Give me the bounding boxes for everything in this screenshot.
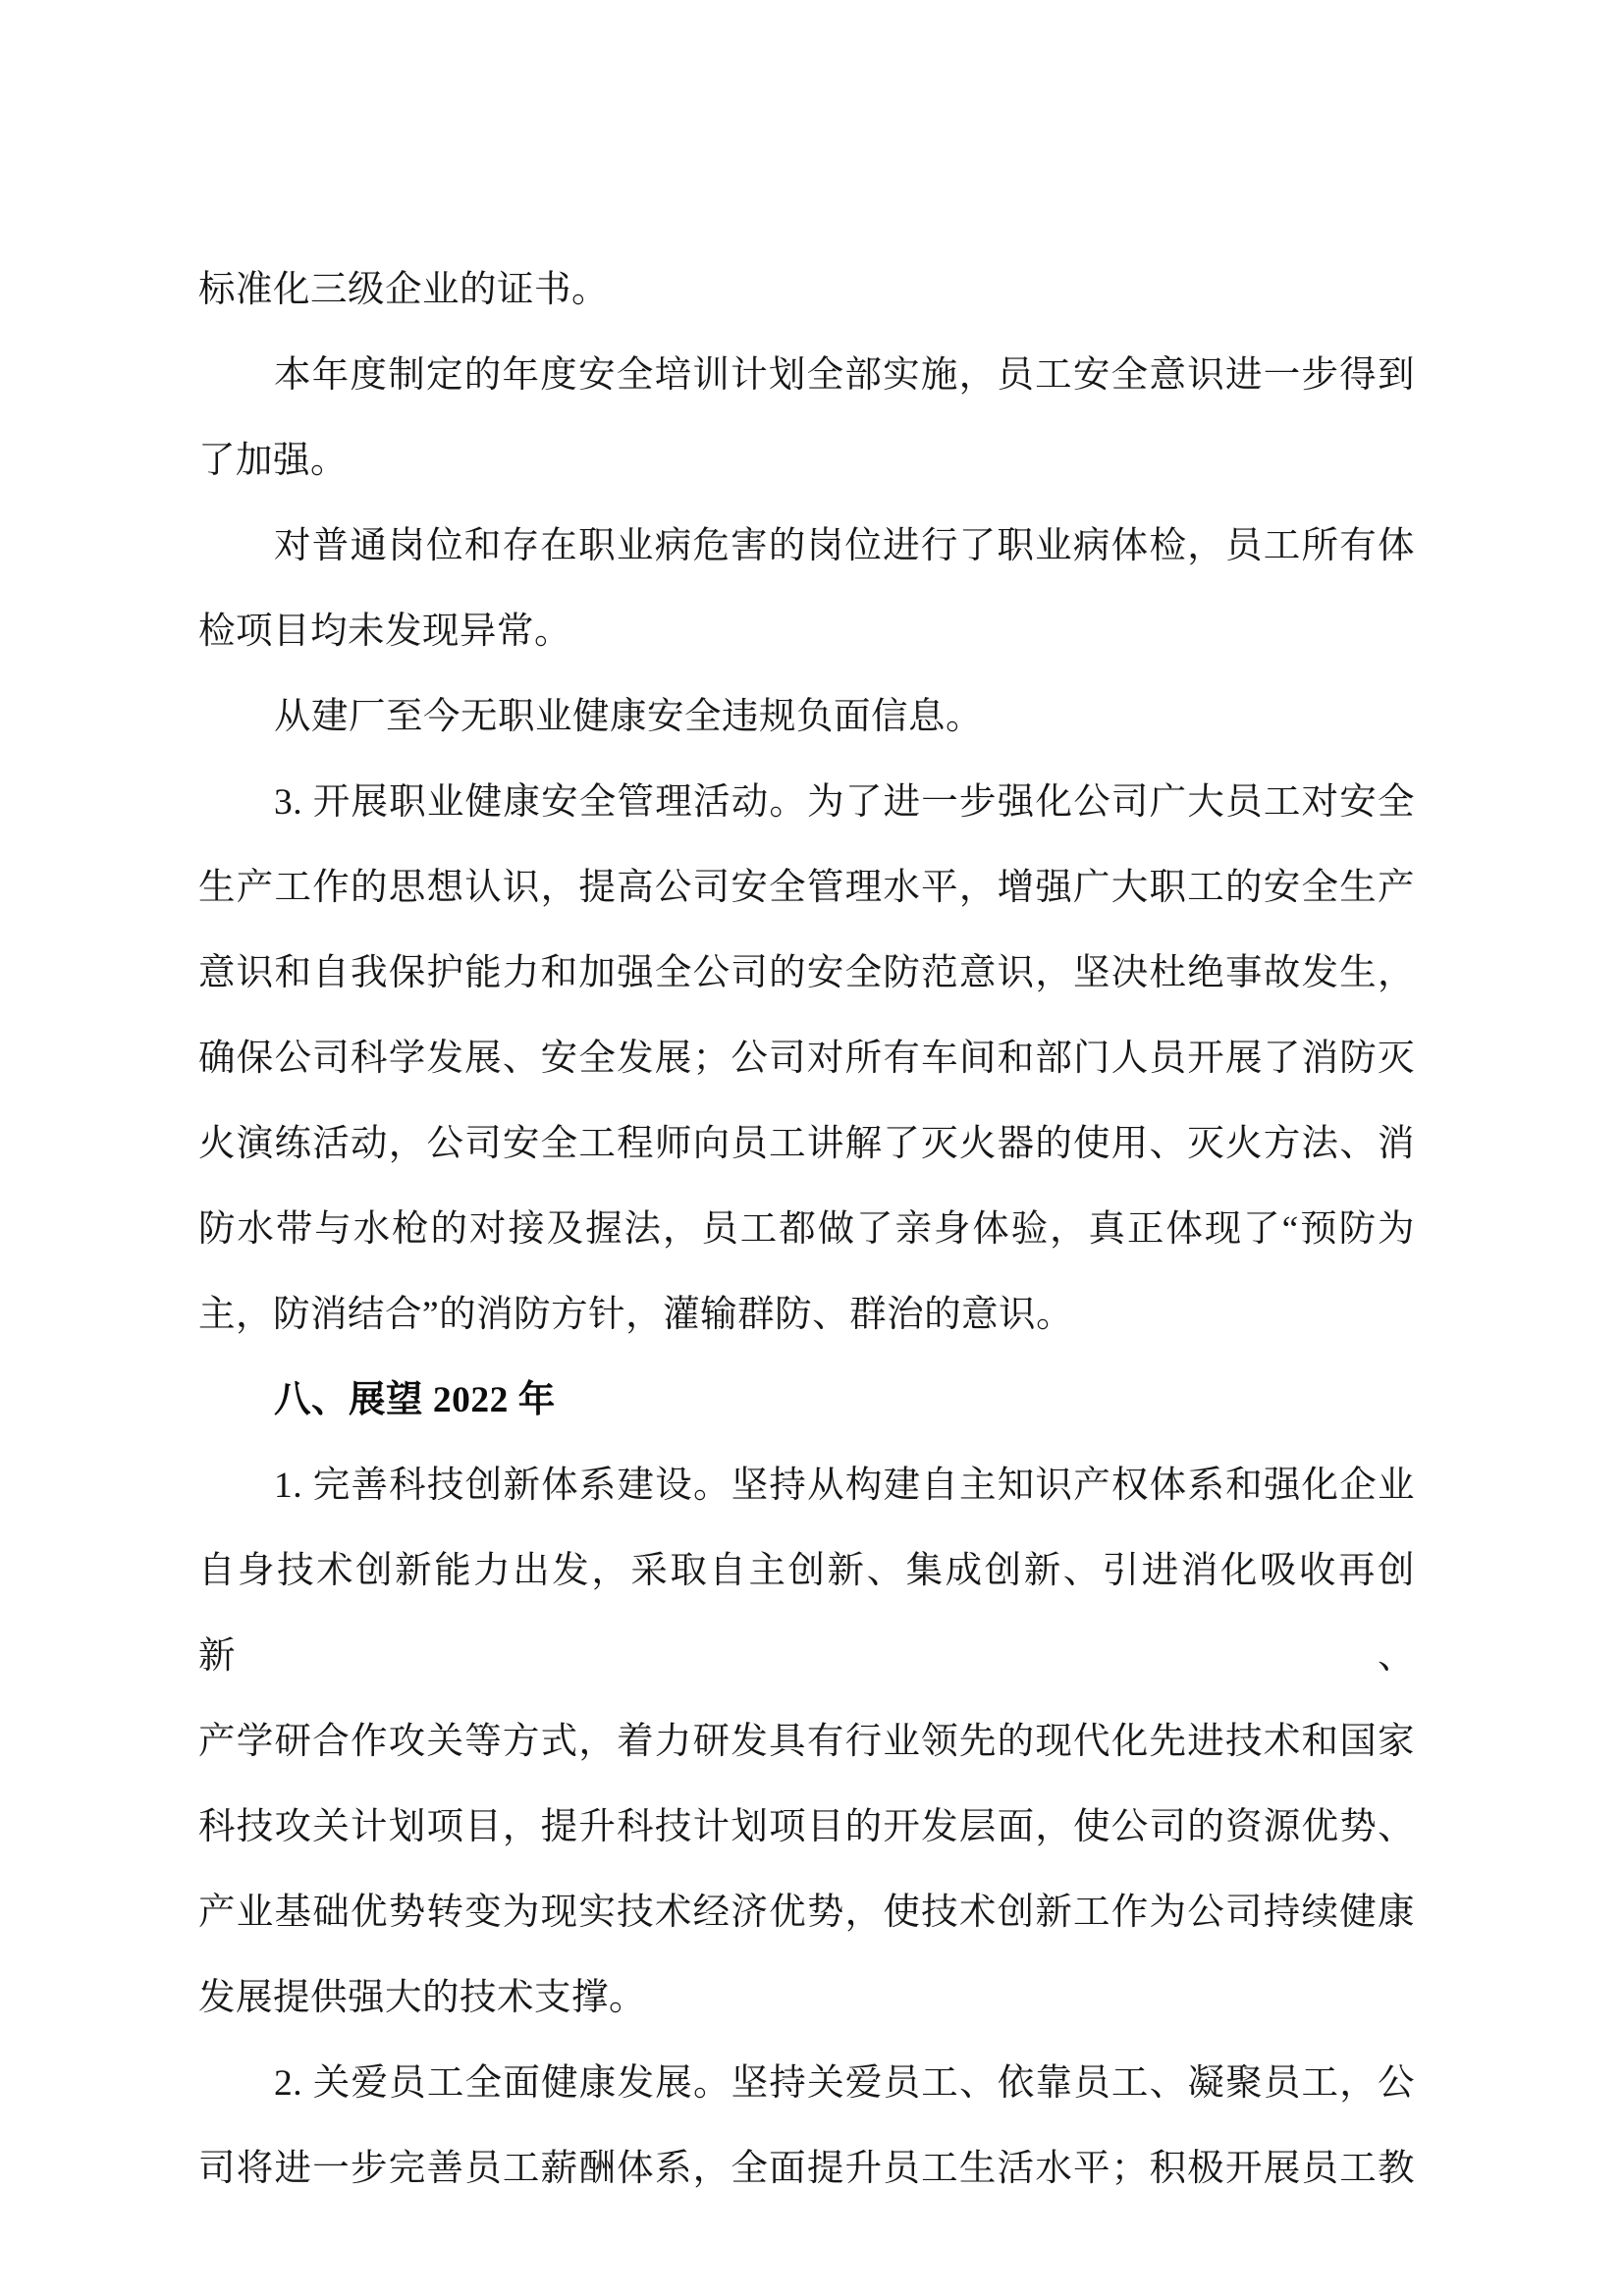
text-line: 从建厂至今无职业健康安全违规负面信息。 (274, 697, 983, 737)
text-line: 意识和自我保护能力和加强全公司的安全防范意识，坚决杜绝事故发生， (198, 953, 1415, 993)
document-text-block (198, 247, 1415, 2212)
paragraph (198, 760, 1415, 1358)
text-line: 3. 开展职业健康安全管理活动。为了进一步强化公司广大员工对安全 (274, 782, 1415, 823)
paragraph (198, 333, 1415, 504)
paragraph (198, 247, 1415, 333)
text-line: 了加强。 (198, 441, 348, 481)
section-heading-text: 八、展望 2022 年 (274, 1380, 556, 1420)
paragraph (198, 504, 1415, 674)
text-line: 发展提供强大的技术支撑。 (198, 1978, 646, 2018)
text-line: 本年度制定的年度安全培训计划全部实施，员工安全意识进一步得到 (274, 355, 1415, 396)
text-line: 司将进一步完善员工薪酬体系，全面提升员工生活水平；积极开展员工教 (198, 2149, 1415, 2189)
text-line: 防水带与水枪的对接及握法，员工都做了亲身体验，真正体现了“预防为 (198, 1209, 1415, 1250)
text-line: 火演练活动，公司安全工程师向员工讲解了灭火器的使用、灭火方法、消 (198, 1124, 1415, 1164)
text-line: 自身技术创新能力出发，采取自主创新、集成创新、引进消化吸收再创新、 (198, 1551, 1415, 1677)
paragraph (198, 2041, 1415, 2212)
text-line: 检项目均未发现异常。 (198, 612, 571, 652)
section-heading (198, 1358, 1415, 1443)
text-line: 科技攻关计划项目，提升科技计划项目的开发层面，使公司的资源优势、 (198, 1807, 1415, 1847)
text-line: 产学研合作攻关等方式，着力研发具有行业领先的现代化先进技术和国家 (198, 1722, 1415, 1762)
paragraph (198, 674, 1415, 760)
text-line: 2. 关爱员工全面健康发展。坚持关爱员工、依靠员工、凝聚员工，公 (274, 2063, 1415, 2104)
text-line: 主，防消结合”的消防方针，灌输群防、群治的意识。 (198, 1295, 1074, 1335)
text-line: 产业基础优势转变为现实技术经济优势，使技术创新工作为公司持续健康 (198, 1893, 1415, 1933)
text-line: 对普通岗位和存在职业病危害的岗位进行了职业病体检，员工所有体 (274, 526, 1415, 566)
text-line: 标准化三级企业的证书。 (198, 270, 609, 310)
text-line: 生产工作的思想认识，提高公司安全管理水平，增强广大职工的安全生产 (198, 868, 1415, 908)
paragraph (198, 1443, 1415, 2041)
text-line: 1. 完善科技创新体系建设。坚持从构建自主知识产权体系和强化企业 (274, 1466, 1415, 1506)
text-line: 确保公司科学发展、安全发展；公司对所有车间和部门人员开展了消防灭 (198, 1039, 1415, 1079)
